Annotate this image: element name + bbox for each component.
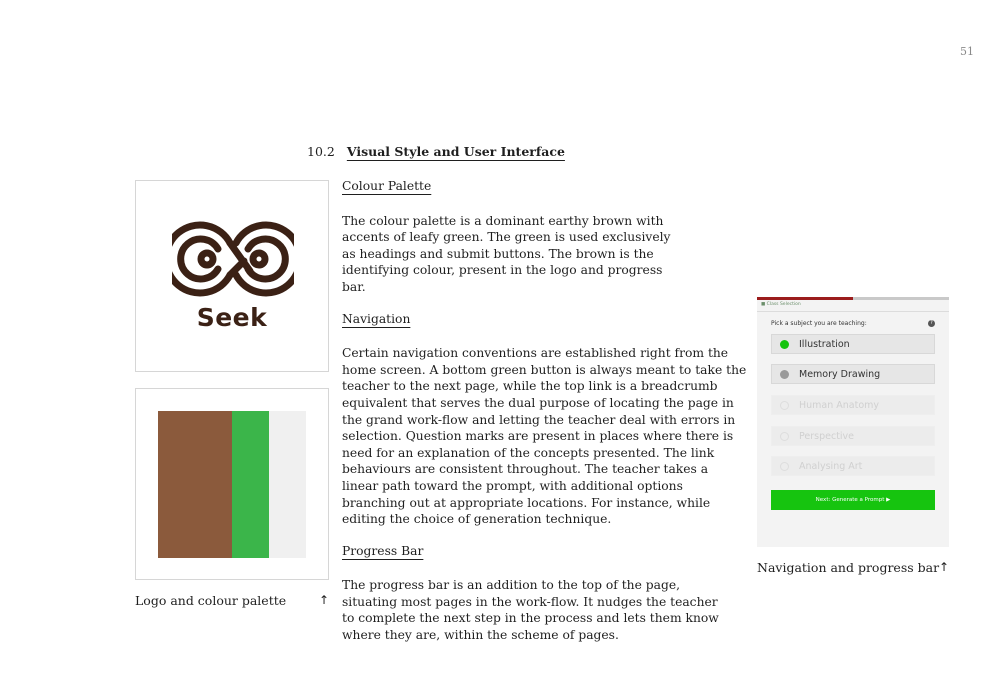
logo-panel [135, 180, 329, 372]
breadcrumb-link[interactable]: ■ Class Selection [761, 302, 801, 307]
colour-palette-paragraph: The colour palette is a dominant earthy brown with accents of leafy green. The green is used exclusively as headings and submit buttons. The brown is the identifying colour, present in the logo and progress bar. [342, 213, 671, 294]
body-text [342, 178, 747, 659]
navigation-caption [757, 560, 949, 575]
section-heading [307, 144, 565, 159]
progress-bar-heading: Progress Bar [342, 543, 424, 558]
question-mark-icon[interactable]: ? [928, 320, 935, 327]
caption-text: Navigation and progress bar [757, 560, 940, 575]
next-button[interactable]: Next: Generate a Prompt ▶ [771, 490, 935, 510]
page-number: 51 [960, 45, 974, 58]
subject-option[interactable] [771, 334, 935, 354]
logo-wordmark: Seek [196, 303, 268, 332]
radio-dot-icon [780, 370, 789, 379]
section-number: 10.2 [307, 144, 335, 159]
subject-option-label: Perspective [799, 430, 855, 442]
section-title: Visual Style and User Interface [346, 144, 565, 159]
logo-palette-caption [135, 593, 329, 608]
subject-option-label: Illustration [799, 338, 850, 350]
colour-palette-heading: Colour Palette [342, 179, 432, 193]
subject-option-label: Human Anatomy [799, 399, 880, 411]
subject-option[interactable] [771, 426, 935, 446]
subject-option-label: Analysing Art [799, 460, 863, 472]
progress-bar [757, 297, 949, 300]
palette-panel [135, 388, 329, 580]
navigation-screenshot [757, 297, 949, 547]
subject-option[interactable] [771, 364, 935, 384]
navigation-heading: Navigation [342, 311, 411, 326]
navigation-paragraph: Certain navigation conventions are established right from the home screen. A bottom green button is always meant to take the teacher to the next page, while the top link is a breadcrumb equivalent that serves the dual purpose of locating the page in the grand work-flow and letting the teacher deal with errors in selection. Question marks are present in places where there is need for an explanation of the concepts presented. The link behaviours are consistent throughout. The teacher takes a linear path toward the prompt, with additional options branching out at appropriate locations. For instance, while editing the choice of generation technique. [342, 346, 747, 527]
radio-dot-icon [780, 462, 789, 471]
radio-dot-icon [780, 340, 789, 349]
brown-swatch [158, 411, 232, 558]
progress-bar-fill [757, 297, 853, 300]
light-grey-swatch [269, 411, 306, 558]
subject-option[interactable] [771, 395, 935, 415]
subject-option-label: Memory Drawing [799, 368, 881, 380]
divider [757, 311, 949, 312]
arrow-up-icon[interactable]: ↑ [938, 560, 949, 574]
radio-dot-icon [780, 401, 789, 410]
green-swatch [232, 411, 269, 558]
subject-prompt: Pick a subject you are teaching: [771, 320, 867, 327]
progress-bar-paragraph: The progress bar is an addition to the top of the page, situating most pages in the work-flow. It nudges the teacher to complete the next step in the process and lets them know where they are, within the scheme of pages. [342, 578, 719, 643]
caption-text: Logo and colour palette [135, 593, 287, 608]
radio-dot-icon [780, 432, 789, 441]
subject-option[interactable] [771, 456, 935, 476]
arrow-up-icon[interactable]: ↑ [318, 593, 329, 607]
seek-logo-icon [172, 219, 294, 299]
